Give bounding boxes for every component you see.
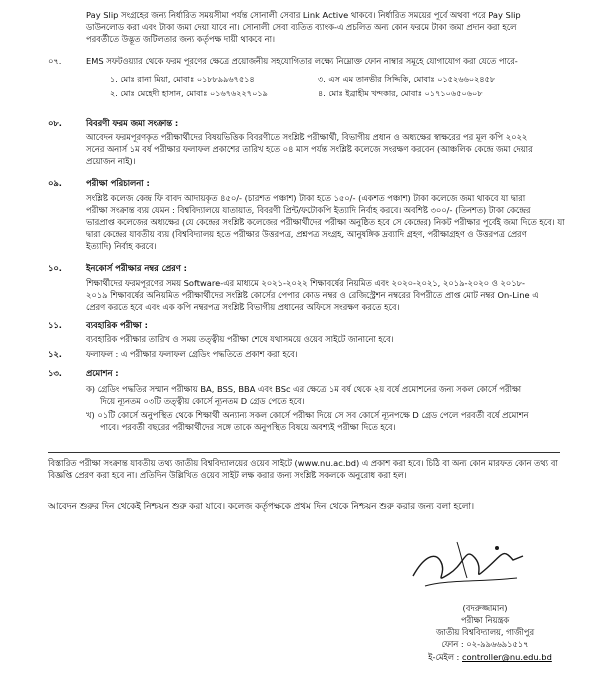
section-09-title: পরীক্ষা পরিচালনা :: [86, 178, 150, 188]
divider: [48, 452, 560, 453]
start-notice: আবেদন শুরুর দিন থেকেই নিশ্চয়ন শুরু করা যাবে। কলেজ কর্তৃপক্ষকে প্রথম দিন থেকে নিশ্চয়ন শুরু করার জন্য বলা হলো।: [48, 502, 475, 512]
section-13-a-line-2: দিয়ে ন্যূনতম ০৩টি তত্ত্বীয় কোর্সে ন্যূনতম D গ্রেড পেতে হবে।: [100, 396, 305, 406]
website-notice-line-2: বিজ্ঞপ্তি প্রেরণ করা হবে না। প্রতিদিন উল্লিখিত ওয়েব সাইট লক্ষ করার জন্য সংশ্লিষ্ট সকলকে অনুরোধ করা হল।: [48, 470, 407, 480]
section-08-line-3: প্রয়োজন নাই)।: [86, 156, 136, 166]
signatory-email-row: [410, 652, 570, 663]
section-13-a-line-1: ক) গ্রেডিং পদ্ধতির সম্মান পরীক্ষায় BA, BSS, BBA এবং BSc এর ক্ষেত্রে ১ম বর্ষ থেকে ২য় বর্ষে প্রমোশনের জন্য সকল কোর্সে পরীক্ষা: [86, 384, 522, 394]
section-10-number: ১০.: [48, 263, 62, 273]
email-label: ই-মেইল :: [428, 652, 460, 662]
section-09-line-2: পরীক্ষা সংক্রান্ত ব্যয় যেমন : বিশ্ববিদ্যালয়ে যাতায়াত, বিবরণী প্রিন্ট/ফটোকপি ইত্যাদি নির্বাহ করবে। অবশিষ্ট ৩০০/- (তিনশত) টাকা কেন্দ্রের: [86, 205, 531, 215]
section-11-number: ১১.: [48, 320, 62, 330]
signatory-name: (বদরুজ্জামান): [462, 603, 508, 613]
section-10-line-1: শিক্ষার্থীদের ফরমপূরণের সময় Software-এর মাধ্যমে ২০২১-২০২২ শিক্ষাবর্ষের নিয়মিত এবং ২০২০-২০২১, ২০১৯-২০২০ ও ২০১৮-: [86, 278, 525, 288]
section-08-line-1: আবেদন ফরমপূরণকৃত পরীক্ষার্থীদের বিষয়ভিত্তিক বিবরণীতে সংশ্লিষ্ট পরীক্ষার্থী, বিভাগীয় প্রধান ও অধ্যক্ষের স্বাক্ষরের পর মূল কপি ২০২২: [86, 132, 528, 142]
section-09-line-4: দ্বারা কেন্দ্রের যাবতীয় ব্যয় (বিশ্ববিদ্যালয় হতে পরীক্ষার উত্তরপত্র, প্রশ্নপত্র সংগ্রহ, আনুষঙ্গিক দ্রব্যাদি গ্রহণ, পরীক্ষাগ্রহণ ও উত্তরপত্র প্রেরণ: [86, 229, 527, 239]
intro-line-3: পরবর্তীতে উদ্ভূত জটিলতার জন্য কর্তৃপক্ষ দায়ী থাকবে না।: [86, 34, 275, 44]
section-08-number: ০৮.: [48, 118, 62, 128]
section-12-number: ১২.: [48, 349, 62, 359]
contact-1: ১. মোঃ রানা মিয়া, মোবাঃ ০১৮৮৯৯৬৭৫১৪: [110, 74, 255, 84]
intro-line-1: Pay Slip সংগ্রহের জন্য নির্ধারিত সময়সীমা পর্যন্ত সোনালী সেবার Link Active থাকবে। নির্ধারিত সময়ের পূর্বে অথবা পরে Pay Slip: [86, 10, 521, 20]
section-10-line-2: ২০১৯ শিক্ষাবর্ষের অনিয়মিত পরীক্ষার্থীদের সংশ্লিষ্ট কোর্সের পেপার কোড নম্বর ও রেজিস্ট্রেশন নম্বরের বিপরীতে প্রাপ্ত মোট নম্বর On-Line এ: [86, 290, 539, 300]
contact-3: ৩. এস এম তানভীর সিদ্দিকি, মোবাঃ ০১৫২৬৬০২৪৫৮: [318, 74, 496, 84]
contact-2: ২. মোঃ মেহেদী হাসান, মোবাঃ ০১৬৭৬২২৭০১৯: [110, 88, 268, 98]
section-09-line-3: ভারপ্রাপ্ত কলেজের অধ্যক্ষের (যে কেন্দ্রের সংশ্লিষ্ট কলেজের পরীক্ষার্থীদের পরীক্ষা অনুষ্ঠিত হবে সে কেন্দ্রের) নিকট পরীক্ষার পূর্বেই জমা দিতে হবে। যা: [86, 217, 565, 227]
section-13-number: ১৩.: [48, 368, 62, 378]
intro-line-2: ডাউনলোড করা এবং টাকা জমা দেয়া যাবে না। সোনালী সেবা ব্যতিত ব্যাংক-এ প্রচলিত অন্য কোন ফরমে টাকা জমা প্রদান করা হলে: [86, 22, 517, 32]
email-link[interactable]: controller@nu.edu.bd: [462, 652, 552, 662]
section-09-number: ০৯.: [48, 178, 62, 188]
signatory-organization: জাতীয় বিশ্ববিদ্যালয়, গাজীপুর: [435, 627, 535, 637]
section-08-line-2: সনের অনার্স ১ম বর্ষ পরীক্ষার ফলাফল প্রকাশের তারিখ হতে ০৪ মাস পর্যন্ত সংশ্লিষ্ট কলেজে সংরক্ষণ করবেন (আঞ্চলিক কেন্দ্রে জমা দেয়ার: [86, 144, 533, 154]
signatory-designation: পরীক্ষা নিয়ন্ত্রক: [460, 615, 510, 625]
section-07-text: EMS সফটওয়্যার থেকে ফরম পূরণের ক্ষেত্রে প্রয়োজনীয় সহযোগিতার লক্ষ্যে নিম্নোক্ত ফোন নাম্বার সমূহে যোগাযোগ করা যেতে পারে-: [86, 56, 518, 66]
section-11-title: ব্যবহারিক পরীক্ষা :: [86, 320, 148, 330]
section-10-line-3: প্রেরণ করতে হবে এবং এক কপি নম্বরপত্র সংশ্লিষ্ট বিভাগীয় প্রধানের অফিসে সংরক্ষণ করতে হবে।: [86, 302, 400, 312]
section-13-b-line-1: খ) ০১টি কোর্সে অনুপস্থিত থেকে শিক্ষার্থী অন্যান্য সকল কোর্সে পরীক্ষা দিয়ে সে সব কোর্সে ন্যূনপক্ষে D গ্রেড পেলে পরবর্তী বর্ষে প্রমোশন: [86, 410, 529, 420]
section-09-line-1: সংশ্লিষ্ট কলেজ কেন্দ্র ফি বাবদ আদায়কৃত ৪৫০/- (চারশত পঞ্চাশ) টাকা হতে ১৫০/- (একশত পঞ্চাশ) টাকা কলেজে জমা থাকবে যা দ্বারা: [86, 193, 526, 203]
section-13-b-line-2: পাবে। পরবর্তী বছরের পরীক্ষার্থীদের সঙ্গে তাকে অনুপস্থিত বিষয়ে অবশ্যই পরীক্ষা দিতে হবে।: [100, 422, 396, 432]
contact-4: ৪. মোঃ ইব্রাহীম খন্দকার, মোবাঃ ০১৭১০৬৫০৬০৮: [318, 88, 483, 98]
section-07-number: ০৭.: [48, 56, 62, 66]
signatory-phone: ফোন : ০২-৯৯৬৬৯১৫১৭: [441, 639, 529, 649]
section-13-title: প্রমোশন :: [86, 368, 119, 378]
signature-image: [405, 528, 535, 600]
section-10-title: ইনকোর্স পরীক্ষার নম্বর প্রেরণ :: [86, 263, 187, 273]
website-notice-line-1: বিস্তারিত পরীক্ষা সংক্রান্ত যাবতীয় তথ্য জাতীয় বিশ্ববিদ্যালয়ের ওয়েব সাইটে (www.nu.ac.bd) এ প্রকাশ করা হবে। চিঠি বা অন্য কোন মারফত কোন তথ্য বা: [48, 458, 558, 468]
section-09-line-5: ইত্যাদি) নির্বাহ করবে।: [86, 241, 157, 251]
section-11-line-1: ব্যবহারিক পরীক্ষার তারিখ ও সময় তত্ত্বীয় পরীক্ষা শেষে যথাসময়ে ওয়েব সাইটে জানানো হবে।: [86, 334, 394, 344]
section-08-title: বিবরণী ফরম জমা সংক্রান্ত :: [86, 118, 179, 128]
section-12-text: ফলাফল : এ পরীক্ষার ফলাফল গ্রেডিং পদ্ধতিতে প্রকাশ করা হবে।: [86, 349, 298, 359]
